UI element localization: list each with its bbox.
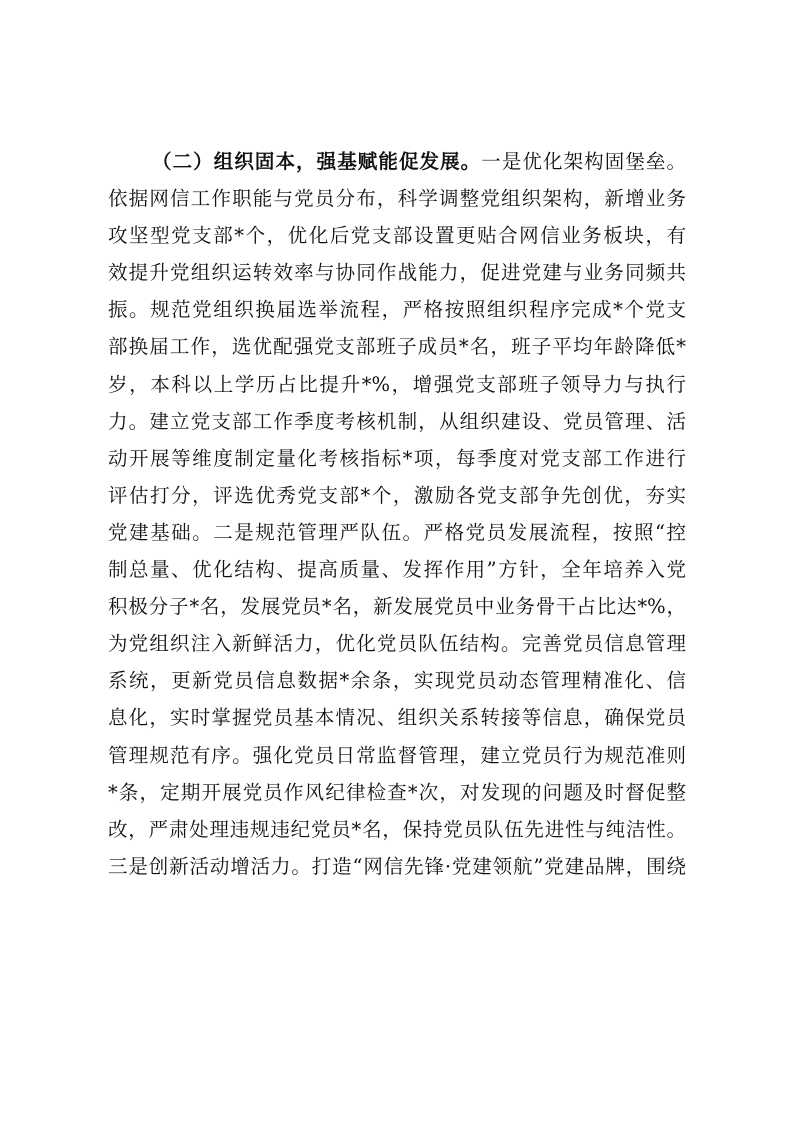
paragraph-line: 评估打分，评选优秀党支部*个，激励各党支部争先创优，夯实 — [108, 483, 686, 507]
paragraph-line: 改，严肃处理违规违纪党员*名，保持党员队伍先进性与纯洁性。 — [108, 817, 686, 841]
paragraph-line: 为党组织注入新鲜活力，优化党员队伍结构。完善党员信息管理 — [108, 632, 686, 656]
paragraph-line: 效提升党组织运转效率与协同作战能力，促进党建与业务同频共 — [108, 261, 686, 285]
paragraph-line: 岁，本科以上学历占比提升*%，增强党支部班子领导力与执行 — [108, 372, 686, 396]
paragraph-line: 制总量、优化结构、提高质量、发挥作用”方针，全年培养入党 — [108, 558, 686, 582]
paragraph-line: 依据网信工作职能与党员分布，科学调整党组织架构，新增业务 — [108, 187, 686, 211]
paragraph-line: *条，定期开展党员作风纪律检查*次，对发现的问题及时督促整 — [108, 780, 686, 804]
paragraph-line: 系统，更新党员信息数据*余条，实现党员动态管理精准化、信 — [108, 669, 686, 693]
paragraph-line: 部换届工作，选优配强党支部班子成员*名，班子平均年龄降低* — [108, 335, 686, 359]
paragraph-line: 三是创新活动增活力。打造“网信先锋·党建领航”党建品牌，围绕 — [108, 854, 686, 878]
paragraph-line: 管理规范有序。强化党员日常监督管理，建立党员行为规范准则 — [108, 743, 686, 767]
body-paragraph — [108, 143, 686, 885]
section-heading: （二）组织固本，强基赋能促发展。 — [152, 150, 482, 173]
paragraph-line: 力。建立党支部工作季度考核机制，从组织建设、党员管理、活 — [108, 409, 686, 433]
paragraph-line-1 — [108, 143, 686, 180]
paragraph-line: 积极分子*名，发展党员*名，新发展党员中业务骨干占比达*%， — [108, 595, 686, 619]
paragraph-line: 动开展等维度制定量化考核指标*项，每季度对党支部工作进行 — [108, 446, 686, 470]
paragraph-line: 党建基础。二是规范管理严队伍。严格党员发展流程，按照“控 — [108, 520, 686, 544]
paragraph-line: 攻坚型党支部*个，优化后党支部设置更贴合网信业务板块，有 — [108, 224, 686, 248]
paragraph-line: 息化，实时掌握党员基本情况、组织关系转接等信息，确保党员 — [108, 706, 686, 730]
paragraph-line: 振。规范党组织换届选举流程，严格按照组织程序完成*个党支 — [108, 298, 686, 322]
line-text: 一是优化架构固堡垒。 — [481, 150, 686, 173]
